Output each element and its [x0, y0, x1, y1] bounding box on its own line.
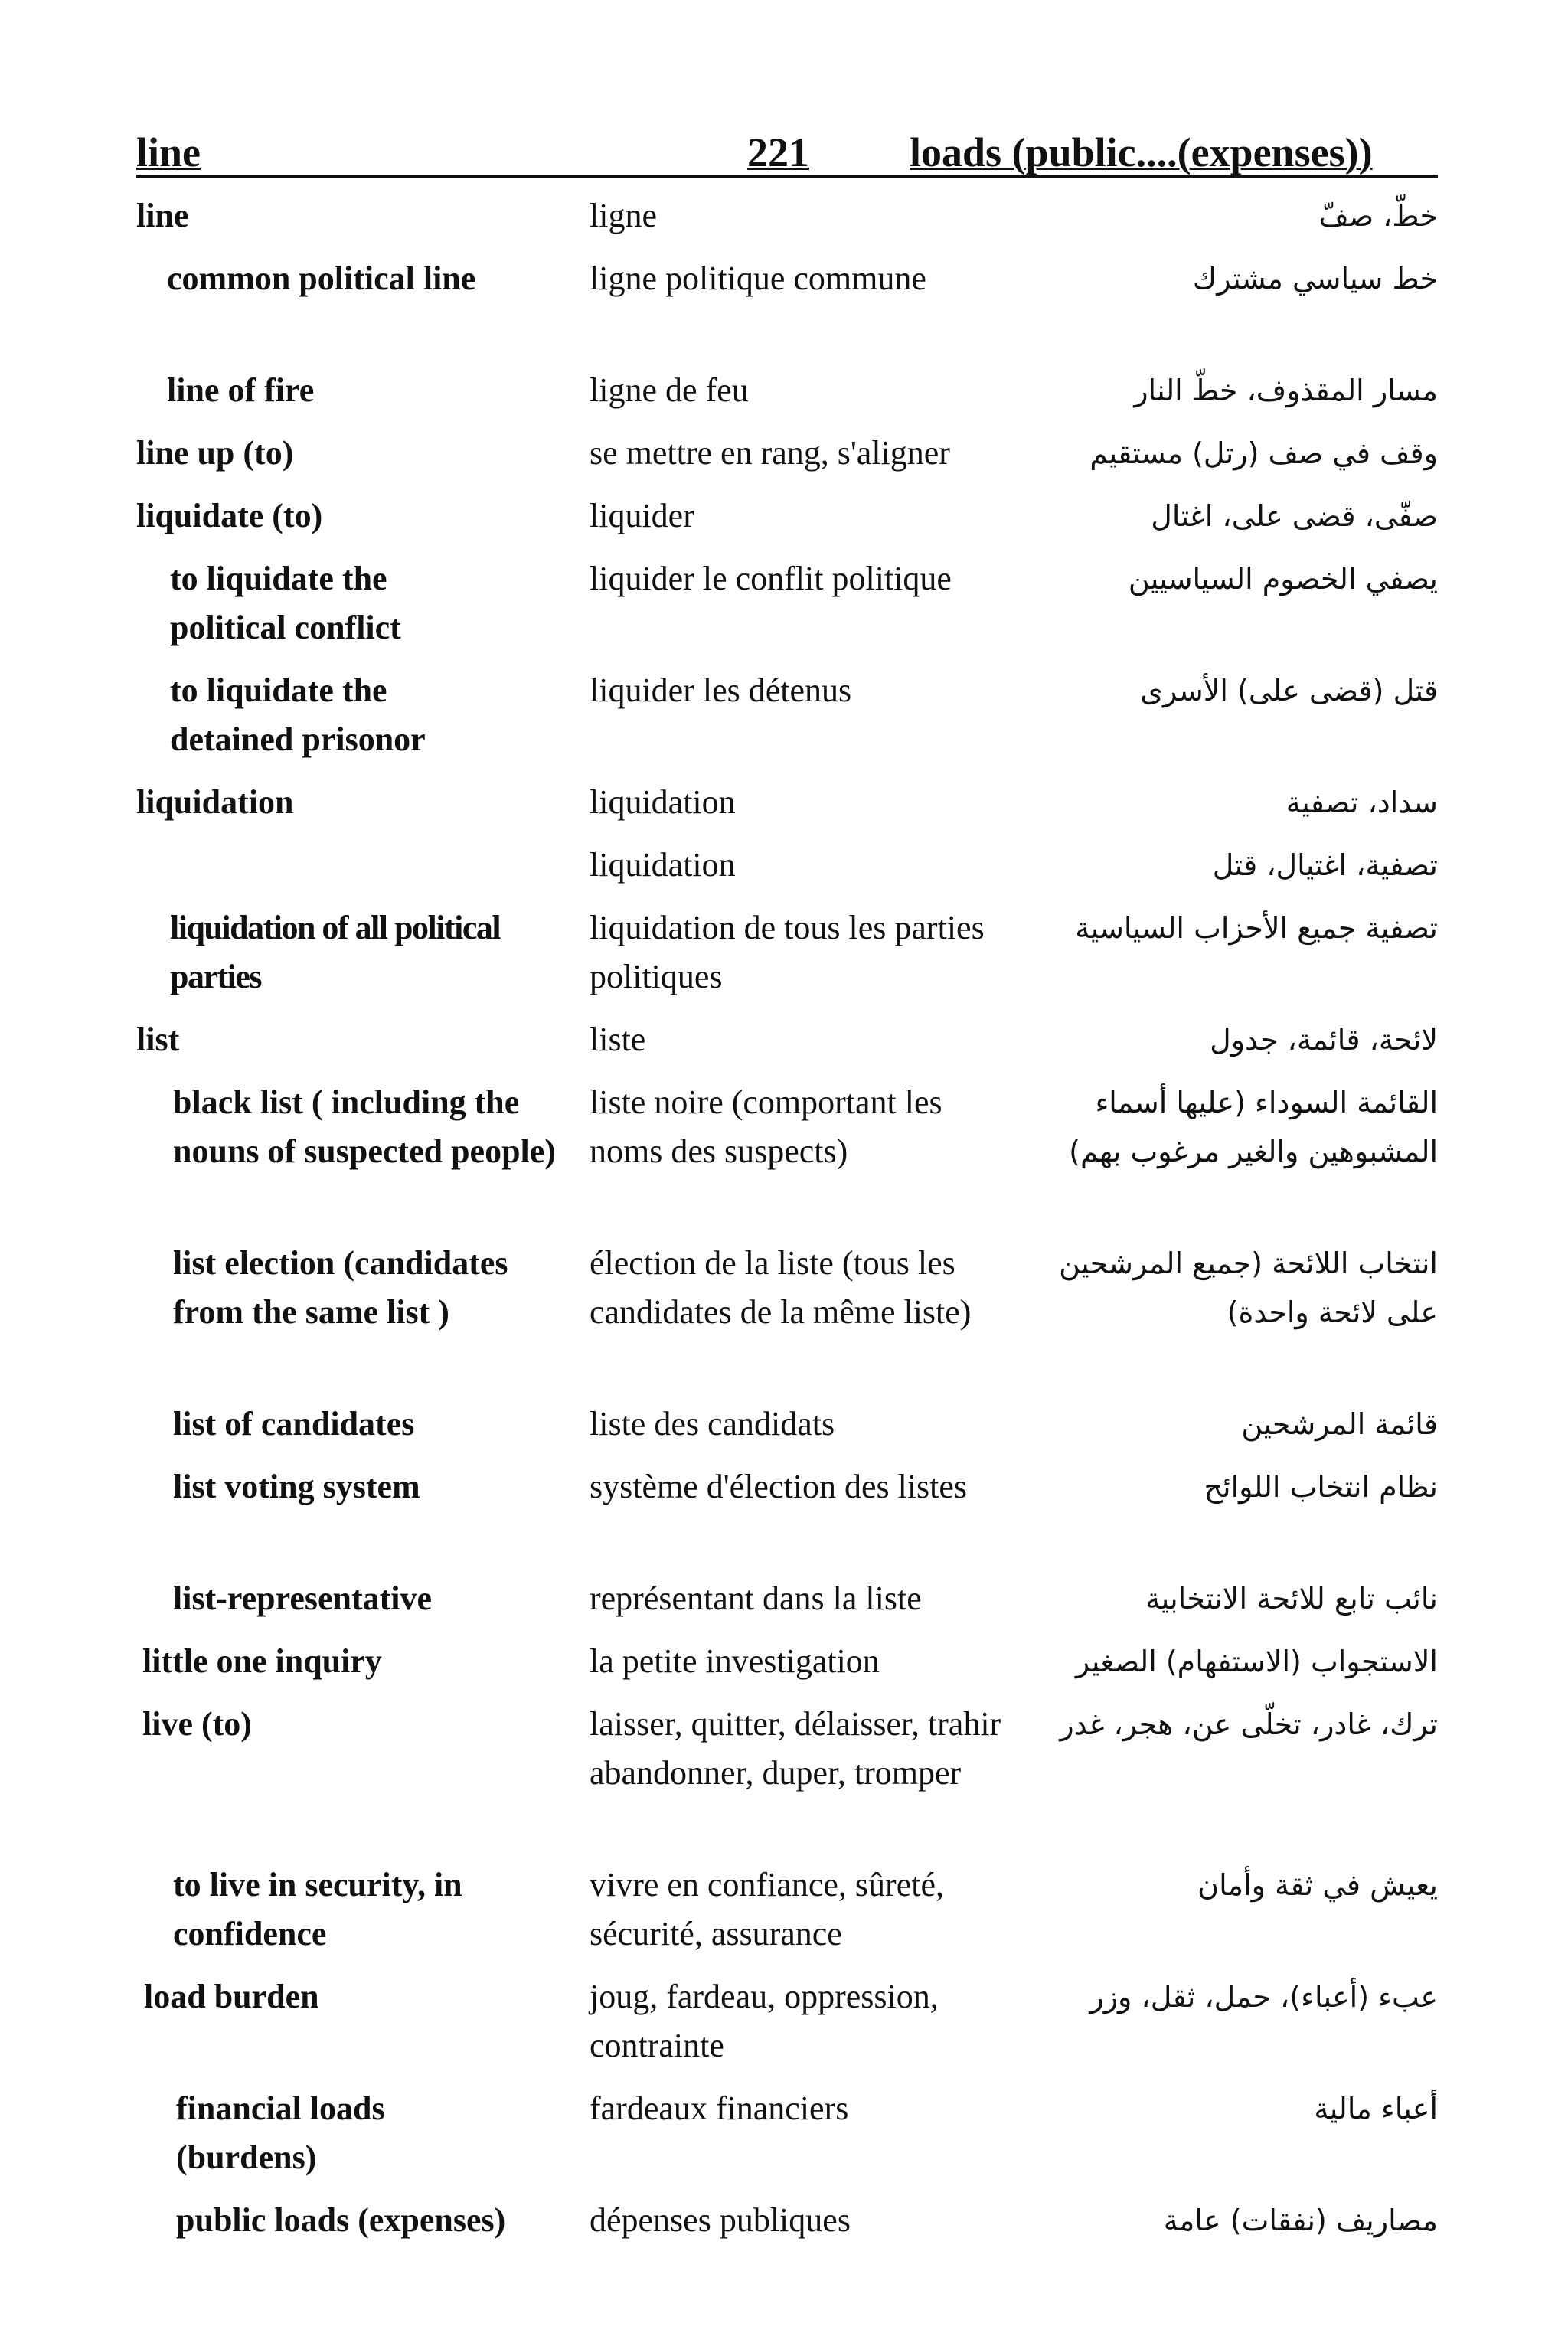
entry-row — [136, 366, 1438, 429]
entry-row — [136, 2196, 1438, 2259]
entry-row — [136, 1637, 1438, 1700]
arabic-term: خطّ، صفّ — [1318, 199, 1438, 233]
french-term: vivre en confiance, sûreté, sécurité, assurance — [590, 1866, 944, 1952]
arabic-term: خط سياسي مشترك — [1192, 262, 1438, 296]
english-term: black list ( including the nouns of suspected people) — [173, 1083, 556, 1170]
english-term: list voting system — [173, 1468, 420, 1505]
french-term: ligne de feu — [590, 371, 749, 409]
entry-row — [136, 2084, 1438, 2196]
entry-row — [136, 841, 1438, 903]
arabic-term: نائب تابع للائحة الانتخابية — [1145, 1582, 1438, 1616]
french-term: représentant dans la liste — [590, 1580, 922, 1617]
arabic-term: قتل (قضى على) الأسرى — [1140, 674, 1438, 707]
english-term: liquidate (to) — [136, 497, 323, 534]
header-last-word: loads (public....(expenses)) — [910, 129, 1373, 175]
french-term: liquider le conflit politique — [590, 560, 952, 597]
english-term: to liquidate the political conflict — [170, 560, 401, 646]
french-term: liste — [590, 1021, 646, 1058]
arabic-term: صفّى، قضى على، اغتال — [1151, 499, 1438, 533]
entry-row — [136, 903, 1438, 1015]
arabic-term: لائحة، قائمة، جدول — [1210, 1023, 1438, 1057]
entry-row — [136, 666, 1438, 778]
french-term: fardeaux financiers — [590, 2090, 849, 2127]
entry-row — [136, 1972, 1438, 2084]
french-term: se mettre en rang, s'aligner — [590, 434, 950, 472]
arabic-term: نظام انتخاب اللوائح — [1204, 1470, 1438, 1504]
page-header — [136, 115, 1438, 178]
english-term: to liquidate the detained prisonor — [170, 671, 426, 758]
french-term: ligne politique commune — [590, 260, 926, 297]
entry-row — [136, 1462, 1438, 1574]
entry-row — [136, 778, 1438, 841]
entry-row — [136, 1861, 1438, 1972]
header-first-word: line — [136, 129, 201, 175]
french-term: ligne — [590, 197, 657, 234]
english-term: list — [136, 1021, 180, 1058]
french-term: dépenses publiques — [590, 2201, 851, 2239]
english-term: list-representative — [173, 1580, 433, 1617]
arabic-term: قائمة المرشحين — [1241, 1407, 1438, 1441]
entry-row — [136, 1400, 1438, 1462]
entry-row — [136, 554, 1438, 666]
arabic-term: انتخاب اللائحة (جميع المرشحين على لائحة واحدة) — [1059, 1247, 1438, 1329]
arabic-term: القائمة السوداء (عليها أسماء المشبوهين والغير مرغوب بهم) — [1069, 1086, 1438, 1168]
page-number: 221 — [747, 129, 809, 175]
arabic-term: يعيش في ثقة وأمان — [1197, 1868, 1438, 1902]
english-term: line of fire — [167, 371, 315, 409]
english-term: little one inquiry — [142, 1642, 382, 1680]
english-term: list of candidates — [173, 1405, 415, 1443]
arabic-term: الاستجواب (الاستفهام) الصغير — [1075, 1645, 1438, 1678]
english-term: line — [136, 197, 189, 234]
english-term: line up (to) — [136, 434, 294, 472]
french-term: liquidation — [590, 783, 736, 821]
french-term: liquidation — [590, 846, 736, 884]
arabic-term: ترك، غادر، تخلّى عن، هجر، غدر — [1060, 1707, 1438, 1741]
english-term: live (to) — [142, 1705, 252, 1743]
french-term: système d'élection des listes — [590, 1468, 968, 1505]
entry-row — [136, 1239, 1438, 1400]
english-term: financial loads (burdens) — [176, 2090, 385, 2176]
entries-list — [136, 191, 1438, 2259]
english-term: list election (candidates from the same list ) — [173, 1244, 508, 1331]
entry-row — [136, 1015, 1438, 1078]
french-term: liquider — [590, 497, 694, 534]
english-term: liquidation — [136, 783, 294, 821]
english-term: common political line — [167, 260, 476, 297]
arabic-term: مصاريف (نفقات) عامة — [1163, 2204, 1438, 2237]
french-term: liquider les détenus — [590, 671, 852, 709]
french-term: joug, fardeau, oppression, contrainte — [590, 1978, 939, 2064]
arabic-term: تصفية جميع الأحزاب السياسية — [1075, 911, 1438, 945]
french-term: liste des candidats — [590, 1405, 835, 1443]
arabic-term: تصفية، اغتيال، قتل — [1212, 848, 1438, 882]
entry-row — [136, 1078, 1438, 1239]
entry-row — [136, 1574, 1438, 1637]
arabic-term: وقف في صف (رتل) مستقيم — [1089, 436, 1438, 470]
english-term: to live in security, in confidence — [173, 1866, 462, 1952]
french-term: élection de la liste (tous les candidates de la même liste) — [590, 1244, 972, 1331]
french-term: liquidation de tous les parties politiques — [590, 909, 985, 995]
entry-row — [136, 492, 1438, 554]
arabic-term: سداد، تصفية — [1285, 786, 1438, 819]
dictionary-page — [136, 115, 1438, 2259]
english-term: public loads (expenses) — [176, 2201, 506, 2239]
entry-row — [136, 254, 1438, 366]
english-term: liquidation of all political parties — [170, 909, 501, 995]
arabic-term: أعباء مالية — [1314, 2092, 1438, 2125]
french-term: laisser, quitter, délaisser, trahir abandonner, duper, tromper — [590, 1705, 1001, 1792]
entry-row — [136, 1700, 1438, 1861]
arabic-term: عبء (أعباء)، حمل، ثقل، وزر — [1089, 1980, 1438, 2014]
english-term: load burden — [144, 1978, 319, 2015]
arabic-term: مسار المقذوف، خطّ النار — [1134, 374, 1438, 407]
entry-row — [136, 429, 1438, 492]
arabic-term: يصفي الخصوم السياسيين — [1128, 562, 1438, 596]
entry-row — [136, 191, 1438, 254]
french-term: la petite investigation — [590, 1642, 880, 1680]
french-term: liste noire (comportant les noms des suspects) — [590, 1083, 942, 1170]
